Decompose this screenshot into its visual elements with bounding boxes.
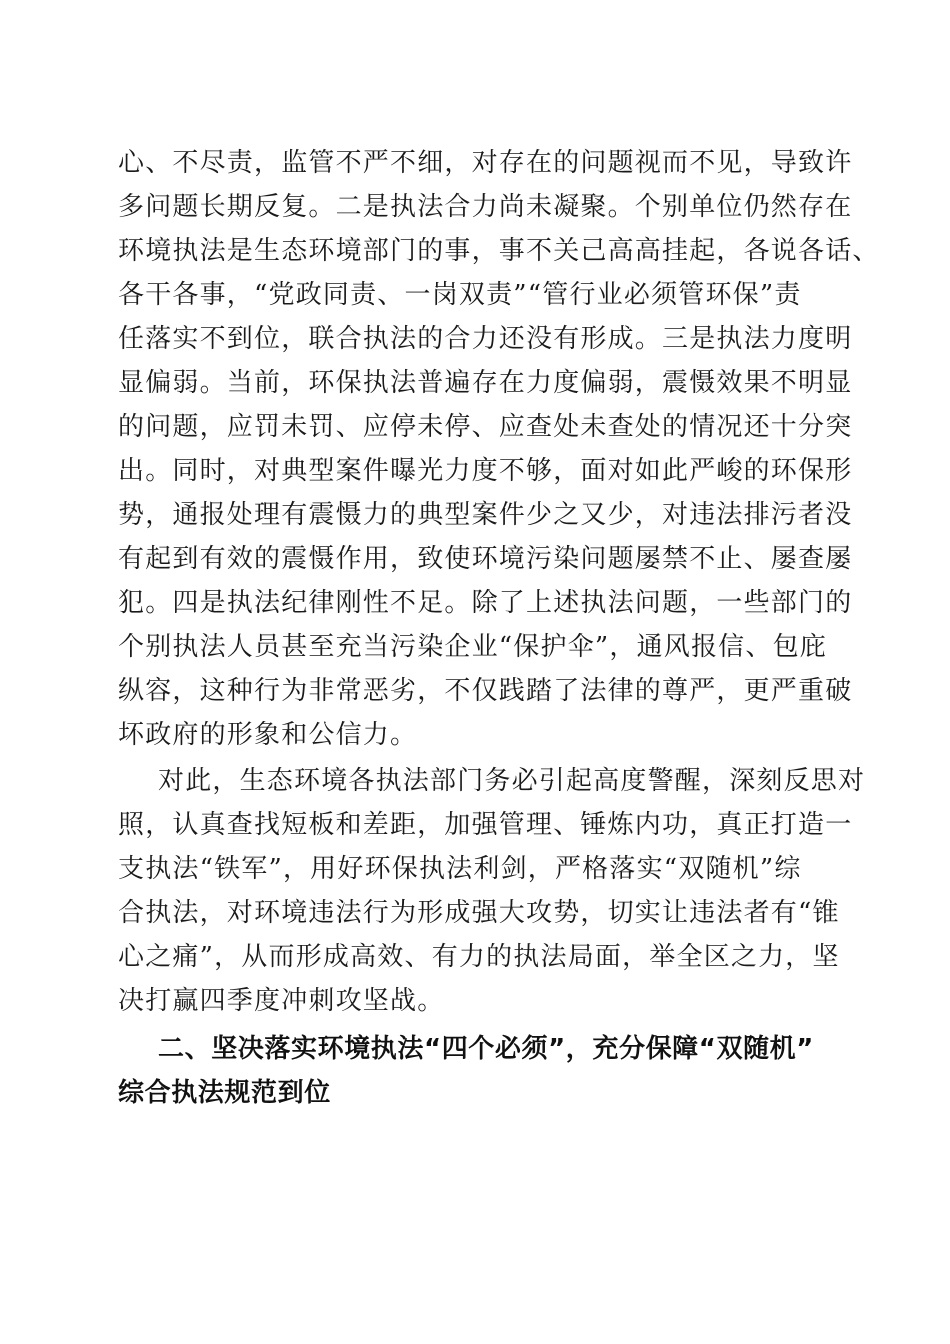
paragraph-line: 犯。四是执法纪律刚性不足。除了上述执法问题，一些部门的 [118, 588, 853, 618]
heading-line: 综合执法规范到位 [118, 1078, 331, 1108]
paragraph-line: 任落实不到位，联合执法的合力还没有形成。三是执法力度明 [118, 324, 853, 354]
paragraph-line: 势，通报处理有震慑力的典型案件少之又少，对违法排污者没 [118, 500, 853, 530]
paragraph-line: 多问题长期反复。二是执法合力尚未凝聚。个别单位仍然存在 [118, 192, 853, 222]
paragraph-line: 支执法“铁军”，用好环保执法利剑，严格落实“双随机”综 [118, 854, 802, 884]
paragraph-line: 纵容，这种行为非常恶劣，不仅践踏了法律的尊严，更严重破 [118, 676, 853, 706]
paragraph-line: 环境执法是生态环境部门的事，事不关己高高挂起，各说各话、 [118, 236, 880, 266]
paragraph-line: 出。同时，对典型案件曝光力度不够，面对如此严峻的环保形 [118, 456, 853, 486]
paragraph-line: 显偏弱。当前，环保执法普遍存在力度偏弱，震慑效果不明显 [118, 368, 853, 398]
paragraph-line: 各干各事，“党政同责、一岗双责”“管行业必须管环保”责 [118, 280, 802, 310]
paragraph-line: 的问题，应罚未罚、应停未停、应查处未查处的情况还十分突 [118, 412, 853, 442]
paragraph-line: 决打赢四季度冲刺攻坚战。 [118, 986, 445, 1016]
heading-line: 二、坚决落实环境执法“四个必须”，充分保障“双随机” [158, 1034, 814, 1064]
paragraph-line: 对此，生态环境各执法部门务必引起高度警醒，深刻反思对 [158, 766, 866, 796]
paragraph-line: 心、不尽责，监管不严不细，对存在的问题视而不见，导致许 [118, 148, 853, 178]
paragraph-line: 坏政府的形象和公信力。 [118, 720, 418, 750]
paragraph-line: 有起到有效的震慑作用，致使环境污染问题屡禁不止、屡查屡 [118, 544, 853, 574]
paragraph-line: 照，认真查找短板和差距，加强管理、锤炼内功，真正打造一 [118, 810, 853, 840]
paragraph-line: 心之痛”，从而形成高效、有力的执法局面，举全区之力，坚 [118, 942, 840, 972]
paragraph-line: 合执法，对环境违法行为形成强大攻势，切实让违法者有“锥 [118, 898, 840, 928]
paragraph-line: 个别执法人员甚至充当污染企业“保护伞”，通风报信、包庇 [118, 632, 827, 662]
